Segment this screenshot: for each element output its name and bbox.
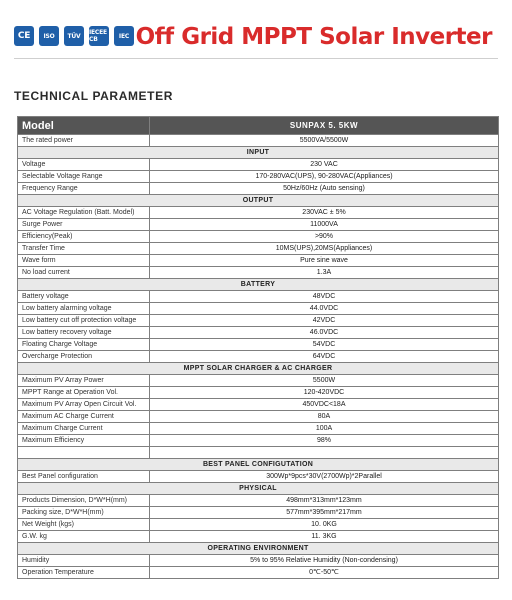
param-value: 230 VAC: [150, 159, 499, 171]
param-value: 42VDC: [150, 315, 499, 327]
iecee-cb-logo: IECEE CB: [89, 26, 109, 46]
param-label: No load current: [18, 267, 150, 279]
table-row: [18, 495, 499, 507]
table-row: [18, 207, 499, 219]
param-value: 5500VA/5500W: [150, 135, 499, 147]
param-value: 46.0VDC: [150, 327, 499, 339]
table-row: [18, 411, 499, 423]
param-label: Voltage: [18, 159, 150, 171]
table-row: [18, 159, 499, 171]
section-header-label: MPPT SOLAR CHARGER & AC CHARGER: [18, 363, 499, 375]
table-row: [18, 219, 499, 231]
param-label: MPPT Range at Operation Vol.: [18, 387, 150, 399]
param-label: Net Weight (kgs): [18, 519, 150, 531]
section-header-label: OPERATING ENVIRONMENT: [18, 543, 499, 555]
param-label: Frequency Range: [18, 183, 150, 195]
param-value: 5500W: [150, 375, 499, 387]
param-value: 10MS(UPS),20MS(Appliances): [150, 243, 499, 255]
param-label: Floating Charge Voltage: [18, 339, 150, 351]
param-label: Low battery cut off protection voltage: [18, 315, 150, 327]
table-row: [18, 375, 499, 387]
table-row: [18, 387, 499, 399]
table-row: [18, 351, 499, 363]
param-label: AC Voltage Regulation (Batt. Model): [18, 207, 150, 219]
model-value: SUNPAX 5. 5KW: [150, 117, 499, 135]
param-label: Battery voltage: [18, 291, 150, 303]
param-value: 50Hz/60Hz (Auto sensing): [150, 183, 499, 195]
ce-logo: CE: [14, 26, 34, 46]
table-row: [18, 567, 499, 579]
param-label: Low battery recovery voltage: [18, 327, 150, 339]
section-header-row: [18, 363, 499, 375]
param-value: 498mm*313mm*123mm: [150, 495, 499, 507]
page-title: Off Grid MPPT Solar Inverter: [135, 24, 492, 50]
table-row: [18, 399, 499, 411]
param-value: Pure sine wave: [150, 255, 499, 267]
table-row: [18, 183, 499, 195]
param-value: 1.3A: [150, 267, 499, 279]
section-header-row: [18, 195, 499, 207]
table-row: [18, 507, 499, 519]
header-divider: [14, 58, 498, 59]
param-value: 64VDC: [150, 351, 499, 363]
param-value: 11. 3KG: [150, 531, 499, 543]
param-label: Packing size, D*W*H(mm): [18, 507, 150, 519]
param-label: Maximum PV Array Open Circuit Vol.: [18, 399, 150, 411]
param-label: The rated power: [18, 135, 150, 147]
table-row: [18, 303, 499, 315]
param-value: 100A: [150, 423, 499, 435]
param-label: Wave form: [18, 255, 150, 267]
param-value: 170-280VAC(UPS), 90-280VAC(Appliances): [150, 171, 499, 183]
table-row: [18, 135, 499, 147]
blank-row: [18, 447, 499, 459]
param-value: 48VDC: [150, 291, 499, 303]
param-label: Selectable Voltage Range: [18, 171, 150, 183]
param-label: G.W. kg: [18, 531, 150, 543]
table-row: [18, 339, 499, 351]
spec-table-body: [18, 117, 499, 579]
param-label: Transfer Time: [18, 243, 150, 255]
iec-logo: IEC: [114, 26, 134, 46]
param-label: Maximum PV Array Power: [18, 375, 150, 387]
param-value: 10. 0KG: [150, 519, 499, 531]
param-value: 11000VA: [150, 219, 499, 231]
param-label: Maximum AC Charge Current: [18, 411, 150, 423]
param-value: 450VDC<18A: [150, 399, 499, 411]
param-value: 5% to 95% Relative Humidity (Non-condensing): [150, 555, 499, 567]
param-value: 98%: [150, 435, 499, 447]
section-header-label: INPUT: [18, 147, 499, 159]
param-label: Operation Temperature: [18, 567, 150, 579]
param-value: 0℃-50℃: [150, 567, 499, 579]
spec-table: [17, 116, 499, 579]
blank-cell: [150, 447, 499, 459]
param-label: Surge Power: [18, 219, 150, 231]
param-label: Products Dimension, D*W*H(mm): [18, 495, 150, 507]
table-row: [18, 327, 499, 339]
table-row: [18, 423, 499, 435]
param-label: Humidity: [18, 555, 150, 567]
section-header-label: PHYSICAL: [18, 483, 499, 495]
param-value: 44.0VDC: [150, 303, 499, 315]
table-row: [18, 471, 499, 483]
section-header-label: BEST PANEL CONFIGUTATION: [18, 459, 499, 471]
param-value: 80A: [150, 411, 499, 423]
model-row: [18, 117, 499, 135]
model-label: Model: [18, 117, 150, 135]
param-label: Maximum Efficiency: [18, 435, 150, 447]
param-value: 54VDC: [150, 339, 499, 351]
section-heading: TECHNICAL PARAMETER: [14, 89, 173, 103]
param-value: 120-420VDC: [150, 387, 499, 399]
table-row: [18, 531, 499, 543]
section-header-row: [18, 483, 499, 495]
iso-logo: ISO: [39, 26, 59, 46]
table-row: [18, 315, 499, 327]
section-header-label: BATTERY: [18, 279, 499, 291]
table-row: [18, 267, 499, 279]
param-label: Best Panel configuration: [18, 471, 150, 483]
table-row: [18, 555, 499, 567]
table-row: [18, 171, 499, 183]
table-row: [18, 291, 499, 303]
table-row: [18, 519, 499, 531]
section-header-row: [18, 543, 499, 555]
table-row: [18, 255, 499, 267]
table-row: [18, 243, 499, 255]
param-value: 577mm*395mm*217mm: [150, 507, 499, 519]
section-header-row: [18, 279, 499, 291]
section-header-label: OUTPUT: [18, 195, 499, 207]
param-label: Overcharge Protection: [18, 351, 150, 363]
param-value: 230VAC ± 5%: [150, 207, 499, 219]
page-header: [0, 0, 512, 58]
blank-cell: [18, 447, 150, 459]
param-label: Maximum Charge Current: [18, 423, 150, 435]
certification-logos: [14, 26, 134, 46]
param-label: Efficiency(Peak): [18, 231, 150, 243]
section-header-row: [18, 459, 499, 471]
table-row: [18, 231, 499, 243]
section-header-row: [18, 147, 499, 159]
param-value: >90%: [150, 231, 499, 243]
table-row: [18, 435, 499, 447]
param-value: 300Wp*9pcs*30V(2700Wp)*2Parallel: [150, 471, 499, 483]
tuv-logo: TÜV: [64, 26, 84, 46]
param-label: Low battery alarming voltage: [18, 303, 150, 315]
